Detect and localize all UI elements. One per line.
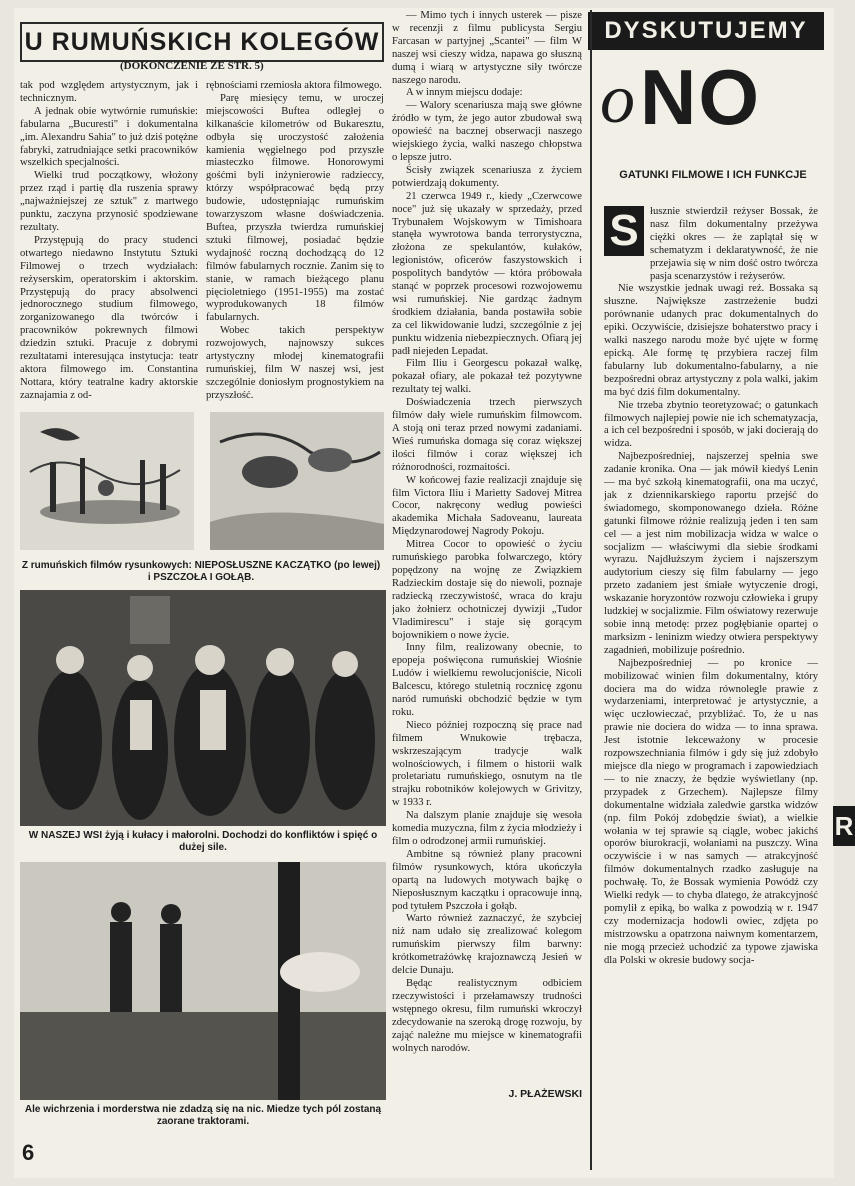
paragraph: Ambitne są również plany pracowni filmów rysunkowych, która ukończyła opartą na ludowych motywach bajkę o Nieposłusznym kaczątku i opracowuje inną, pod tytułem Pszczoła i gołąb. xyxy=(392,848,582,912)
paragraph: Będąc realistycznym odbiciem rzeczywistości i przełamawszy trudności wstępnego okresu, film rumuński wkroczył zdecydowanie na szeroką drogę rozwoju, by zająć należne mu miejsce w kinematografii wolnych narodów. xyxy=(392,977,582,1054)
headline-box xyxy=(20,22,384,62)
paragraph: Parę miesięcy temu, w uroczej miejscowości Buftea odległej o kilkanaście kilometrów od Bukaresztu, odbyła się uroczystość założenia kamienia węgielnego pod przyszłe miasteczko filmowe. Honorowymi gośćmi byli inżynierowie radzieccy, którzy współpracować będą przy budowie, udostępniając rumuńskim towarzyszom własne doświadczenia. Buftea, przyszła twierdza rumuńskiej sztuki filmowej, posiadać będzie wydajność roczną dochodzącą do 12 filmów fabularnych rocznie. Zanim się to stanie, w ramach bieżącego planu pięcioletniego (1951-1955) ma zostać wyprodukowanych 18 filmów fabularnych. xyxy=(206,92,384,324)
article-column-2 xyxy=(206,80,384,408)
village-scene-illustration xyxy=(20,590,386,826)
field-photo xyxy=(20,862,386,1100)
paragraph: — Walory scenariusza mają swe główne źródło w tym, że jego autor zbudował swą opowieść na bacznej obserwacji naszego wiejskiego życia, walki naszego chłopstwa o lepsze jutro. xyxy=(392,100,582,163)
continuation-note: (DOKOŃCZENIE ZE STR. 5) xyxy=(120,60,264,72)
article-column-3 xyxy=(392,10,582,1098)
paragraph: A w innym miejscu dodaje: xyxy=(406,87,523,99)
column-rule xyxy=(590,10,592,1170)
paragraph: Warto również zaznaczyć, że szybciej niż nam udało się zrealizować kolegom rumuńskim pierwszy film barwny: krótkometrażówkę krajoznawczą Jesień w delcie Dunaju. xyxy=(392,913,582,977)
article2-column xyxy=(604,206,818,1156)
title-letter-o: o xyxy=(600,61,635,138)
paragraph: Najbezpośredniej — po kronice — mobilizować winien film dokumentalny, który dociera ma do widza równolegle prawie z wydarzeniami, interpretować je artystycznie, a więc uczłowieczać, przybliżać. To, że u nas prawie nie dociera do widza — to inna sprawa. Jest istotnie lekceważony w procesie rozpowszechniania filmów i gdy się już zdobyło miejsce dla niego w programach i zapowiedziach — to nie znaczy, że będzie wyświetlany (np. przypadek z Grzechem). Najlepsze filmy dokumentalne widziała zaledwie garstka widzów (np. film Pokój zdobędzie świat), a wielkie wołania w tej sprawie są ciągle, wobec jakichś oporów biurokracji, wołaniami na puszczy. Wina oczywiście i w nas samych — atrakcyjność filmów dokumentalnych rzadko zasługuje na pochwałę. To, że Bossak wymienia Powódź czy Wielki redyk — to chyba dlatego, że atrakcyjność pomylił z epiką, bo walka z powodzią w r. 1947 czy modernizacja hodowli owiec, zdjęta po mistrzowsku a opatrzona naiwnym komentarzem, nie mogą przecież uchodzić za typowe zjawiska dla Polski w okresie budowy socja- xyxy=(604,657,818,966)
paragraph: Nie wszystkie jednak uwagi reż. Bossaka są słuszne. Największe zastrzeżenie budzi porównanie udanych prac dokumentalnych do epiki. Oczywiście, dzisiejsze bohaterstwo pracy i walki naszego narodu może być ujęte w formę epicką. Ale formę tę przybiera raczej film fabularny lub dokumentalno-fabularny, a nie bezpośredni obraz artystyczny z pola walki, jakim ma być dziś film dokumentalny. xyxy=(604,283,818,398)
paragraph: Najbezpośredniej, najszerzej spełnia swe zadanie kronika. Ona — jak mówił kiedyś Lenin — ma być szkołą kinematografii, ona ma uczyć, jak z dziennikarskiego raportu przejść do świadomego, skomponowanego dzieła. Różne gatunki filmowe różnie realizują jeden i ten sam cel — a jest nim mobilizacja widza w walce o socjalizm — właściwymi dla siebie środkami wyrazu. Najdłuższym życiem i najszerszym audytorium cieszy się film fabularny — jego przeto zadaniem jest śmiałe wytyczenie drogi, wskazanie horyzontów rozwoju człowieka i grupy ludzkiej w socjalizmie. Film oświatowy rezerwuje sobie inną metodę: przez pogłębianie opartej o marksizm - leninizm wiedzy otwiera perspektywy zagadnień, mobilizuje pośrednio. xyxy=(604,451,818,656)
paragraph: — Mimo tych i innych usterek — pisze w recenzji z filmu publicysta Sergiu Farcasan w partyjnej „Scantei" — film W naszej wsi cieszy widza, napawa go słuszną dumą i wiarą w artystyczne siły twórcze naszego narodu. xyxy=(392,10,582,86)
cartoons-caption: Z rumuńskich filmów rysunkowych: NIEPOSŁUSZNE KACZĄTKO (po lewej) i PSZCZOŁA I GOŁĄB. xyxy=(21,560,381,583)
section-banner: DYSKUTUJEMY xyxy=(588,12,824,50)
author-signature: J. PŁAŻEWSKI xyxy=(508,1088,582,1100)
paragraph: Doświadczenia trzech pierwszych filmów dały wiele rumuńskim filmowcom. A stoją oni teraz przed nowymi zadaniami. Wieś rumuńska domaga się coraz większej ilości filmów i coraz większej ich różnorodności, rozmaitości. xyxy=(392,397,582,473)
paragraph: Ścisły związek scenariusza z życiem potwierdzają dokumenty. xyxy=(392,164,582,189)
cartoon-bee-dove-illustration xyxy=(210,412,384,550)
village-caption: W NASZEJ WSI żyją i kułacy i małorolni. Dochodzi do konfliktów i spięć o dużej sile. xyxy=(28,830,378,853)
paragraph: rębnościami rzemiosła aktora filmowego. xyxy=(206,80,382,91)
paragraph: Wobec takich perspektyw rozwojowych, najnowszy sukces artystyczny młodej kinematografii rumuńskiej, film W naszej wsi, jest szczególnie doniosłym prognostykiem na przyszłość. xyxy=(206,325,384,401)
paragraph: Na dalszym planie znajduje się wesoła komedia muzyczna, film z życia młodzieży i film o odrodzonej armii rumuńskiej. xyxy=(392,810,582,847)
cartoon-bee-dove-image xyxy=(210,412,384,550)
article-column-1 xyxy=(20,80,198,408)
paragraph: 21 czerwca 1949 r., kiedy „Czerwcowe noce" już się ukazały w sprzedaży, przed Trybunałem Wojskowym w Timishoara stanęła wywrotowa banda terrorystyczna, złożona ze spekulantów, kułaków, legionistów, oficerów faszystowskich i pospolitych bandytów — która próbowała stanąć w poprzek procesowi rozwojowemu wsi rumuńskiej. Nie gardząc żadnym środkiem działania, banda postawiła sobie za cel likwidowanie ludzi, szczególnie z jej punktu widzenia niebezpiecznych. Ofiarą jej padł niejeden Lepadat. xyxy=(392,190,582,357)
paragraph: W końcowej fazie realizacji znajduje się film Victora Iliu i Marietty Sadovej Mitrea Cocor, nakręcony według powieści akademika Michała Sadoveanu, laureata Międzynarodowej Nagrody Pokoju. xyxy=(392,474,582,538)
field-caption: Ale wichrzenia i morderstwa nie zdadzą się na nic. Miedze tych pól zostaną zaorane traktorami. xyxy=(24,1104,382,1127)
village-scene-photo xyxy=(20,590,386,826)
paragraph: Przystępują do pracy studenci otwartego niedawno Instytutu Sztuki Filmowej o trzech wydziałach: reżyserskim, operatorskim i aktorskim. Przystępują do pracy absolwenci jednorocznego studium filmowego, zorganizowanego dla twórców i pracowników pokrewnych filmowi dziedzin sztuki. Pracuje z dobrymi rezultatami interesująca instytucja: teatr aktora filmowego im. Constantina Nottara, który teatralne kadry aktorskie zaznajamia z od- xyxy=(20,234,198,401)
dropcap: S xyxy=(604,206,644,256)
paragraph: Inny film, realizowany obecnie, to epopeja poświęcona rumuńskiej Wiośnie Ludów i wielkiemu rewolucjoniście, Nicoli Balcescu, którego stuletnią rocznicę zgonu naród rumuński obchodzić będzie w tym roku. xyxy=(392,642,582,718)
paragraph: Film Iliu i Georgescu pokazał walkę, pokazał ofiary, ale pokazał też pozytywne rezultaty tej walki. xyxy=(392,358,582,396)
paragraph: Wielki trud początkowy, włożony przez rząd i partię dla ruszenia sprawy „najważniejszej ze sztuk" z martwego punktu, zaczyna przynosić spodziewane rezultaty. xyxy=(20,170,198,233)
title-letters-no: NO xyxy=(640,53,761,141)
paragraph: łusznie stwierdził reżyser Bossak, że nasz film dokumentalny przeżywa ciężki okres — że zaplątał się w schematyzm i deklaratywność, że nie przejawia się w nim dość ostro twórcza pasja scenarzystów i reżyserów. xyxy=(650,206,818,282)
paragraph: Nie trzeba zbytnio teoretyzować; o gatunkach filmowych najlepiej powie nie ich schematyzacja, a ich cel bezpośredni i sposób, w jaki docierają do widza. xyxy=(604,399,818,450)
edge-letter: R xyxy=(833,806,855,846)
paragraph: Nieco później rozpoczną się prace nad filmem Wnukowie trębacza, wskrzeszającym tradycje walk wolnościowych, i filmem o historii walk proletariatu rumuńskiego, osnutym na tle strajku robotników kolejowych w Grivitzy, w 1933 r. xyxy=(392,719,582,809)
article2-subtitle: GATUNKI FILMOWE I ICH FUNKCJE xyxy=(619,169,807,181)
article-headline: U RUMUŃSKICH KOLEGÓW xyxy=(24,27,380,56)
paragraph: Mitrea Cocor to opowieść o życiu rumuńskiego parobka folwarczego, który popędzony na wojnę ze Związkiem Radzieckim dostaje się do niewoli, poznaje radziecką rzeczywistość, wraca do kraju jako żołnierz ochotniczej dywizji „Tudor Vladimirescu" i staje się gorącym bojownikiem o nowe życie. xyxy=(392,539,582,641)
cartoon-duckling-illustration xyxy=(20,412,194,550)
page-number: 6 xyxy=(22,1140,35,1165)
cartoon-duckling-image xyxy=(20,412,194,550)
paragraph: tak pod względem artystycznym, jak i technicznym. xyxy=(20,80,198,104)
field-illustration xyxy=(20,862,386,1100)
paragraph: A jednak obie wytwórnie rumuńskie: fabularna „Bucuresti" i dokumentalna „im. Alexandru Sahia" to już dziś potężne fabryki, zatrudniające setki pracowników wszelkich specjalności. xyxy=(20,105,198,169)
